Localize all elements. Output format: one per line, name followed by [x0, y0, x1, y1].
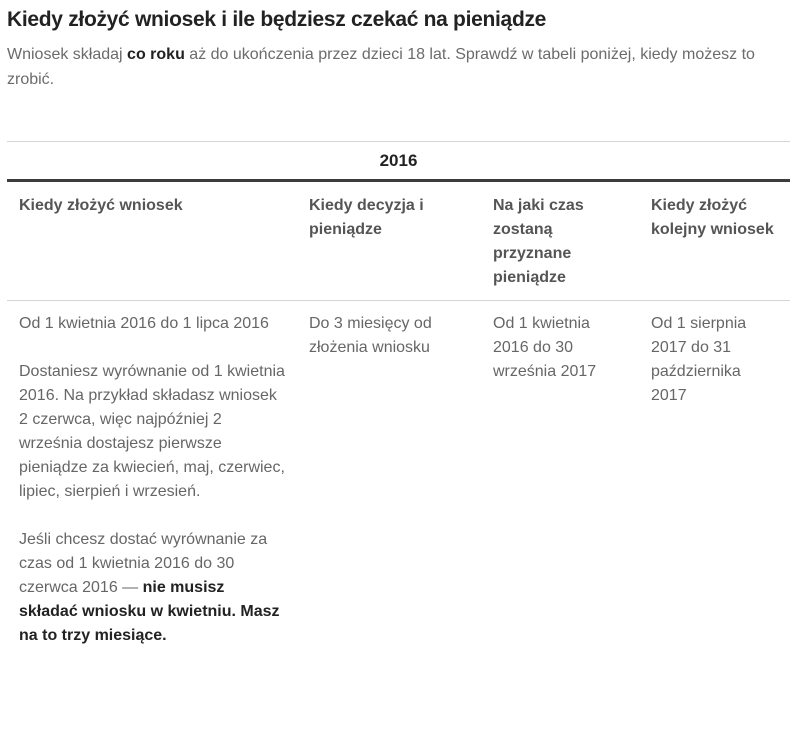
- cell-granted-period: Od 1 kwietnia 2016 do 30 września 2017: [493, 315, 597, 380]
- cell-when-to-apply: [7, 301, 297, 673]
- header-decision-and-money: Kiedy decyzja i pieniądze: [297, 181, 481, 301]
- header-granted-period: Na jaki czas zostaną przyznane pieniądze: [481, 181, 639, 301]
- back-pay-note: [19, 528, 285, 648]
- intro-emphasis: co roku: [127, 46, 185, 63]
- application-period: Od 1 kwietnia 2016 do 1 lipca 2016: [19, 315, 269, 332]
- header-next-application: Kiedy złożyć kolejny wniosek: [639, 181, 790, 301]
- intro-text-end: aż do ukończenia przez dzieci 18 lat. Sprawdź w tabeli poniżej, kiedy możesz to zrobić.: [7, 46, 755, 88]
- back-pay-example: Dostaniesz wyrównanie od 1 kwietnia 2016. Na przykład składasz wniosek 2 czerwca, więc najpóźniej 2 września dostajesz pierwsze pieniądze za kwiecień, maj, czerwiec, lipiec, sierpień i wrzesień.: [19, 363, 285, 500]
- table-year-row: [7, 142, 790, 181]
- back-pay-note-emphasis: nie musisz składać wniosku w kwietniu. Masz na to trzy miesiące.: [19, 579, 280, 644]
- cell-decision-and-money: Do 3 miesięcy od złożenia wniosku: [309, 315, 432, 356]
- schedule-table: [7, 141, 790, 672]
- back-pay-note-text: Jeśli chcesz dostać wyrównanie za czas od 1 kwietnia 2016 do 30 czerwca 2016 —: [19, 531, 268, 596]
- table-year-caption: 2016: [7, 142, 790, 181]
- cell-next-application: Od 1 sierpnia 2017 do 31 października 2017: [651, 315, 747, 404]
- intro-paragraph: [7, 42, 777, 92]
- table-row: [7, 301, 790, 673]
- intro-text-start: Wniosek składaj: [7, 46, 128, 63]
- table-header-row: [7, 181, 790, 301]
- header-when-to-apply: Kiedy złożyć wniosek: [7, 181, 297, 301]
- page-title: Kiedy złożyć wniosek i ile będziesz czekać na pieniądze: [7, 8, 547, 31]
